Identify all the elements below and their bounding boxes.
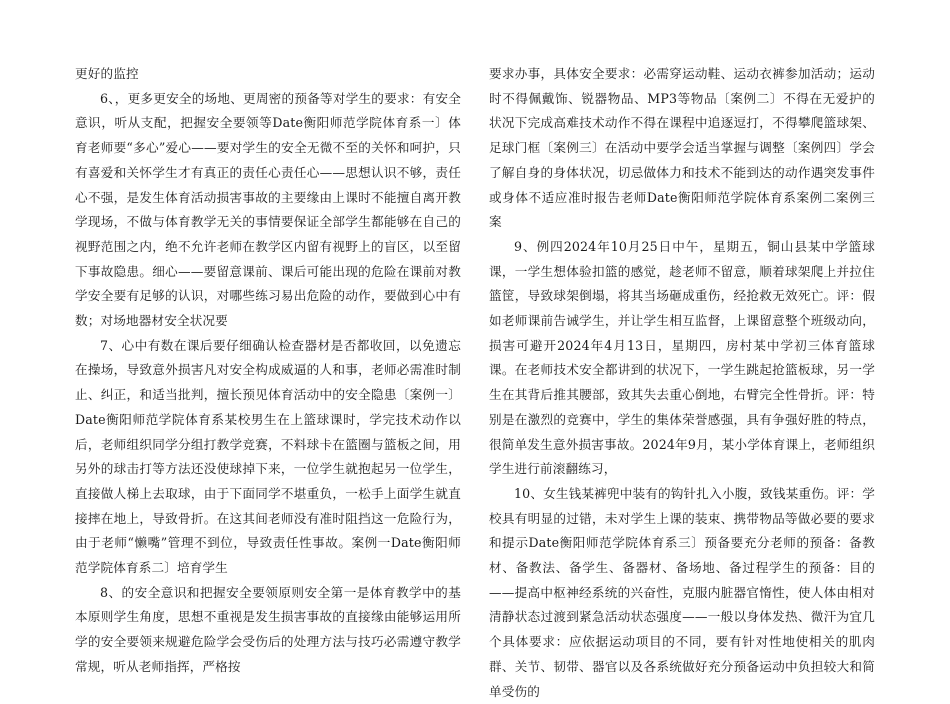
left-column (75, 62, 461, 680)
right-column (489, 62, 875, 704)
paragraph-continuation: 更好的监控 (75, 66, 139, 81)
paragraph-10: 10、女生钱某裤兜中装有的钩针扎入小腹，致钱某重伤。评：学校具有明显的过错，未对学生上课的装束、携带物品等做必要的要求和提示Date衡阳师范学院体育系三〕预备要充分老师的预备：备教材、备教法、备学生、备器材、备场地、备过程学生的预备：目的——提高中枢神经系统的兴奋性，克服内脏器官惰性，使人体由相对清静状态过渡到紧急活动状态强度——一般以身体发热、微汗为宜几个具体要求：应依据运动项目的不同，要有针对性地使相关的肌肉群、关节、韧带、器官以及各系统做好充分预备运动中负担较大和简单受伤的 (489, 485, 875, 699)
paragraph-9: 9、例四2024年10月25日中午，星期五，铜山县某中学篮球课，一学生想体验扣篮的感觉，趁老师不留意，顺着球架爬上并拉住篮筐，导致球架倒塌，将其当场砸成重伤，经抢救无效死亡。评：假如老师课前告诫学生，并让学生相互监督，上课留意整个班级动向，损害可避开2024年4月13日，星期四，房村某中学初三体育篮球课。在老师技术安全都讲到的状况下，一学生跳起抢篮板球，另一学生在其背后推其腰部，致其失去重心倒地，右臂完全性骨折。评：特别是在激烈的竞赛中，学生的集体荣誉感强，具有争强好胜的特点，很简单发生意外损害事故。2024年9月，某小学体育课上，老师组织学生进行前滚翻练习， (489, 238, 875, 477)
paragraph-7: 7、心中有数在课后要仔细确认检查器材是否都收回，以免遗忘在操场，导致意外损害凡对安全构成威逼的人和事，老师必需准时制止、纠正，和适当批判，擅长预见体育活动中的安全隐患〔案例一〕Date衡阳师范学院体育系某校男生在上篮球课时，学完技术动作以后，老师组织同学分组打教学竞赛，不料球卡在篮圈与篮板之间，用另外的球击打等方法还没使球掉下来，一位学生就抱起另一位学生，直接做人梯上去取球，由于下面同学不堪重负，一松手上面学生就直接摔在地上，导致骨折。在这其间老师没有准时阻挡这一危险行为，由于老师“懒嘴”管理不到位，导致责任性事故。案例一Date衡阳师范学院体育系二〕培育学生 (75, 337, 461, 576)
paragraph-8: 8、的安全意识和把握安全要领原则安全第一是体育教学中的基本原则学生角度，思想不重视是发生损害事故的直接缘由能够运用所学的安全要领来规避危险学会受伤后的处理方法与技巧必需遵守教学常规，听从老师指挥，严格按 (75, 584, 461, 674)
paragraph-6: 6、，更多更安全的场地、更周密的预备等对学生的要求：有安全意识，听从支配，把握安全要领等Date衡阳师范学院体育系一〕体育老师要“多心”爱心——要对学生的安全无微不至的关怀和呵护，只有喜爱和关怀学生才有真正的责任心责任心——思想认识不够，责任心不强，是发生体育活动损害事故的主要缘由上课时不能擅自离开教学现场，不做与体育教学无关的事情要保证全部学生都能够在自己的视野范围之内，绝不允许老师在教学区内留有视野上的盲区，以至留下事故隐患。细心——要留意课前、课后可能出现的危险在课前对教学安全要有足够的认识，对哪些练习易出危险的动作，要做到心中有数；对场地器材安全状况要 (75, 90, 461, 329)
paragraph-continuation: 要求办事，具体安全要求：必需穿运动鞋、运动衣裤参加活动；运动时不得佩戴饰、锐器物品、MP3等物品〔案例二〕不得在无爱护的状况下完成高难技术动作不得在课程中追逐逗打，不得攀爬篮球架、足球门框〔案例三〕在活动中要学会适当掌握与调整〔案例四〕学会了解自身的身体状况，切忌做体力和技术不能到达的动作遇突发事件或身体不适应准时报告老师Date衡阳师范学院体育系案例二案例三案 (489, 66, 875, 230)
